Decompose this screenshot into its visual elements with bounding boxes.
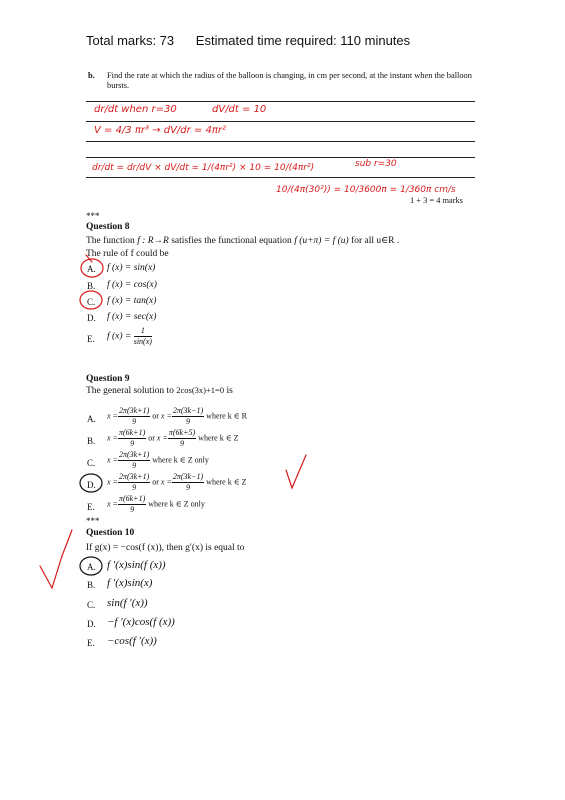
q8-option-a[interactable]: f (x) = sin(x) xyxy=(107,263,156,273)
q10-option-c[interactable]: sin(f ′(x)) xyxy=(107,597,148,609)
q10-option-a-label[interactable]: A. xyxy=(87,562,96,572)
red-ink xyxy=(40,255,306,588)
checkmark-icon xyxy=(40,530,72,588)
question-8-rule-text: The rule of f could be xyxy=(86,249,169,259)
q10-option-d-label[interactable]: D. xyxy=(87,619,96,629)
question-b-text: Find the rate at which the radius of the balloon is changing, in cm per second, at the instant when the balloon bursts. xyxy=(107,71,472,90)
q10-option-e[interactable]: −cos(f ′(x)) xyxy=(107,635,157,647)
q9-option-c[interactable]: x = $\frac{2\pi(3k+1)}{9}$ where k ∈ Z only xyxy=(107,450,209,470)
separator: *** xyxy=(86,211,100,221)
q9-option-b-label[interactable]: B. xyxy=(87,436,96,446)
q8-option-e-label[interactable]: E. xyxy=(87,334,95,344)
q8-option-c-label[interactable]: C. xyxy=(87,297,96,307)
hw-line-3b: sub r=30 xyxy=(355,159,397,169)
q8-option-d[interactable]: f (x) = sec(x) xyxy=(107,312,157,322)
q9-option-d[interactable]: x = $\frac{2\pi(3k+1)}{9}$ or x = $\frac{2\pi(3k-1)}{9}$ where k ∈ Z xyxy=(107,472,247,492)
q9-option-a-label[interactable]: A. xyxy=(87,414,96,424)
q9-option-d-label[interactable]: D. xyxy=(87,480,96,490)
q8-option-d-label[interactable]: D. xyxy=(87,313,96,323)
hw-line-3a: dr/dt = dr/dV × dV/dt = 1/(4πr²) × 10 = 10/(4πr²) xyxy=(92,163,315,173)
q10-option-c-label[interactable]: C. xyxy=(87,600,96,610)
hw-line-4: 10/(4π(30²)) = 10/3600π = 1/360π cm/s xyxy=(276,185,456,195)
q10-option-a[interactable]: f ′(x)sin(f (x)) xyxy=(107,559,166,571)
q10-option-d[interactable]: −f ′(x)cos(f (x)) xyxy=(107,616,175,628)
question-10-title: Question 10 xyxy=(86,528,135,538)
question-8-stem: The function f : R→R satisfies the functional equation f (u+π) = f (u) for all u∈R . xyxy=(86,236,400,246)
q9-option-a[interactable]: x = $\frac{2\pi(3k+1)}{9}$ or x = $\frac{2\pi(3k-1)}{9}$ where k ∈ R xyxy=(107,406,247,426)
q10-option-b[interactable]: f ′(x)sin(x) xyxy=(107,577,153,589)
q10-option-e-label[interactable]: E. xyxy=(87,638,95,648)
question-10-stem: If g(x) = −cos(f (x)), then g′(x) is equal to xyxy=(86,543,245,553)
question-9-stem: The general solution to 2cos(3x)+1=0 is xyxy=(86,385,233,396)
q8-option-e[interactable]: f (x) = $\frac{1}{\sin(x)}$ xyxy=(107,326,152,346)
q10-option-b-label[interactable]: B. xyxy=(87,580,96,590)
q8-option-b[interactable]: f (x) = cos(x) xyxy=(107,280,157,290)
hw-line-2: V = 4/3 πr³ → dV/dr = 4πr² xyxy=(94,125,226,136)
q8-option-a-label[interactable]: A. xyxy=(87,264,96,274)
question-8-title: Question 8 xyxy=(86,222,130,232)
hw-line-1b: dV/dt = 10 xyxy=(212,104,267,115)
question-b-label: b. xyxy=(88,71,95,80)
circle-mark-icon xyxy=(80,474,102,492)
q9-option-c-label[interactable]: C. xyxy=(87,458,96,468)
handwritten-working xyxy=(92,104,456,195)
q8-option-b-label[interactable]: B. xyxy=(87,281,96,291)
question-9-title: Question 9 xyxy=(86,374,130,384)
checkmark-icon xyxy=(286,455,306,488)
total-marks: Total marks: 73 xyxy=(86,33,175,48)
circle-mark-icon xyxy=(80,557,102,575)
q8-option-c[interactable]: f (x) = tan(x) xyxy=(107,296,157,306)
circle-mark-icon xyxy=(80,291,102,309)
hw-line-1a: dr/dt when r=30 xyxy=(94,104,177,115)
time-required: Estimated time required: 110 minutes xyxy=(195,33,411,48)
marks-allocation: 1 + 3 = 4 marks xyxy=(410,196,463,205)
q9-option-b[interactable]: x = $\frac{\pi(6k+1)}{9}$ or x = $\frac{\pi(6k+5)}{9}$ where k ∈ Z xyxy=(107,428,239,448)
q9-option-e-label[interactable]: E. xyxy=(87,502,95,512)
q9-option-e[interactable]: x = $\frac{\pi(6k+1)}{9}$ where k ∈ Z only xyxy=(107,494,205,514)
separator: *** xyxy=(86,516,100,526)
